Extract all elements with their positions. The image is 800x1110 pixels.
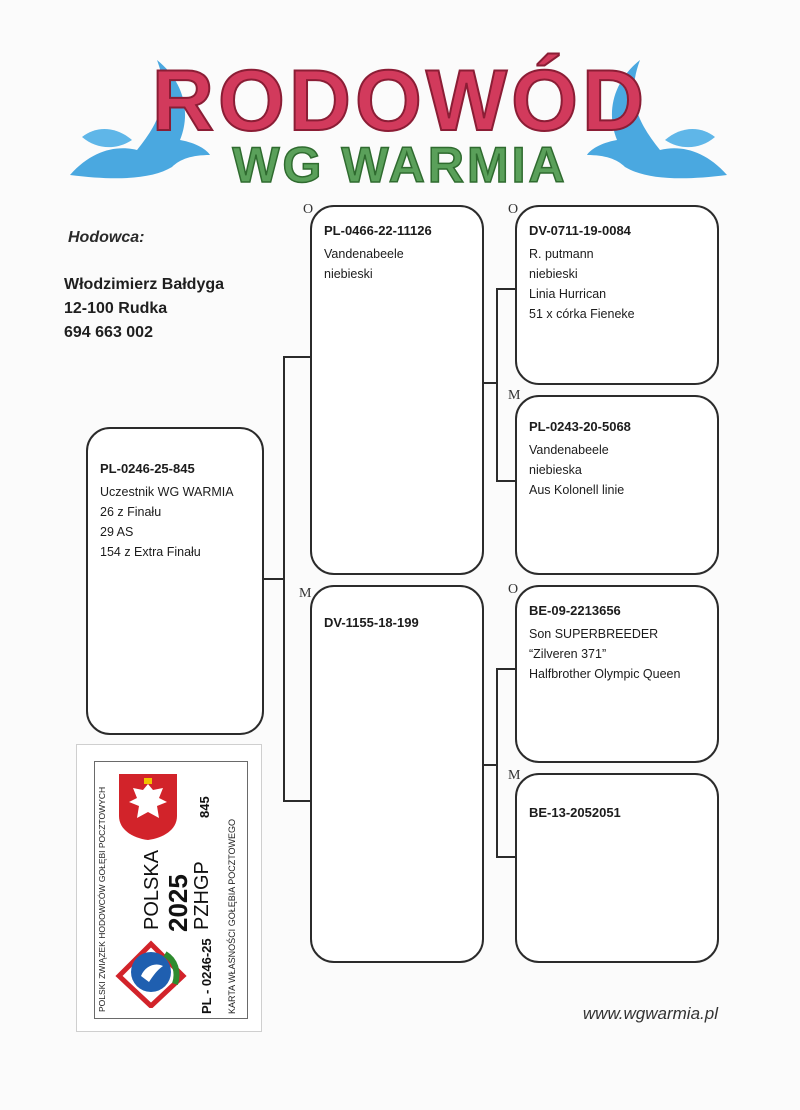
connector xyxy=(496,288,515,290)
card-country: POLSKA xyxy=(141,849,163,930)
father-mother-box xyxy=(515,395,719,575)
father-label: O xyxy=(303,202,314,217)
connector xyxy=(496,668,498,858)
page-title: RODOWÓD xyxy=(151,53,649,149)
mother-father-box xyxy=(515,585,719,763)
header xyxy=(0,0,800,200)
mother-mother-ring: BE-13-2052051 xyxy=(529,805,621,820)
connector xyxy=(496,668,515,670)
connector xyxy=(496,288,498,482)
mother-box xyxy=(310,585,484,963)
card-number: 845 xyxy=(197,796,212,818)
breeder-address: 12-100 Rudka xyxy=(64,300,168,317)
mother-ring: DV-1155-18-199 xyxy=(324,615,419,630)
card-ring: PL - 0246-25 xyxy=(199,938,214,1014)
father-father-ring: DV-0711-19-0084 xyxy=(529,223,631,238)
pzhgp-logo-icon xyxy=(113,932,189,1008)
father-father-line: 51 x córka Fieneke xyxy=(529,307,635,321)
connector xyxy=(496,856,515,858)
father-mother-line: Aus Kolonell linie xyxy=(529,483,625,497)
page-subtitle: WG WARMIA xyxy=(232,137,568,193)
father-box xyxy=(310,205,484,575)
father-father-line: niebieski xyxy=(529,267,578,281)
mother-label: M xyxy=(299,586,312,601)
mother-father-ring: BE-09-2213656 xyxy=(529,603,621,618)
father-father-line: R. putmann xyxy=(529,247,594,261)
mother-mother-box xyxy=(515,773,719,963)
pigeon-box xyxy=(86,427,264,735)
father-line: Vandenabeele xyxy=(324,247,404,261)
mother-father-line: “Zilveren 371” xyxy=(529,647,607,661)
ownership-card xyxy=(76,744,262,1032)
connector xyxy=(283,356,310,358)
pigeon-line: Uczestnik WG WARMIA xyxy=(100,485,234,499)
father-father-box xyxy=(515,205,719,385)
father-mother-line: niebieska xyxy=(529,463,582,477)
connector xyxy=(496,480,515,482)
mother-mother-label: M xyxy=(508,768,521,783)
pigeon-ring: PL-0246-25-845 xyxy=(100,461,195,476)
father-mother-line: Vandenabeele xyxy=(529,443,609,457)
card-year: 2025 xyxy=(163,874,193,932)
breeder-phone: 694 663 002 xyxy=(64,324,153,341)
breeder-heading: Hodowca: xyxy=(68,229,145,246)
pigeon-line: 26 z Finału xyxy=(100,505,162,519)
pigeon-line: 29 AS xyxy=(100,525,134,539)
father-father-line: Linia Hurrican xyxy=(529,287,607,301)
connector xyxy=(283,800,310,802)
polish-eagle-emblem-icon xyxy=(117,772,179,842)
mother-father-line: Son SUPERBREEDER xyxy=(529,627,659,641)
father-mother-ring: PL-0243-20-5068 xyxy=(529,419,631,434)
mother-father-label: O xyxy=(508,582,519,597)
connector xyxy=(262,578,284,580)
card-footer: KARTA WŁASNOŚCI GOŁĘBIA POCZTOWEGO xyxy=(227,818,237,1014)
father-ring: PL-0466-22-11126 xyxy=(324,223,432,238)
breeder-name: Włodzimierz Bałdyga xyxy=(64,276,225,293)
mother-father-line: Halfbrother Olympic Queen xyxy=(529,667,681,681)
card-abbr: PZHGP xyxy=(191,861,213,930)
website-url[interactable]: www.wgwarmia.pl xyxy=(582,1004,718,1023)
father-line: niebieski xyxy=(324,267,373,281)
card-frame xyxy=(94,761,248,1019)
father-mother-label: M xyxy=(508,388,521,403)
pigeon-line: 154 z Extra Finału xyxy=(100,545,201,559)
card-organization: POLSKI ZWIĄZEK HODOWCÓW GOŁĘBI POCZTOWYCH xyxy=(97,786,107,1012)
father-father-label: O xyxy=(508,202,519,217)
connector xyxy=(283,356,285,802)
